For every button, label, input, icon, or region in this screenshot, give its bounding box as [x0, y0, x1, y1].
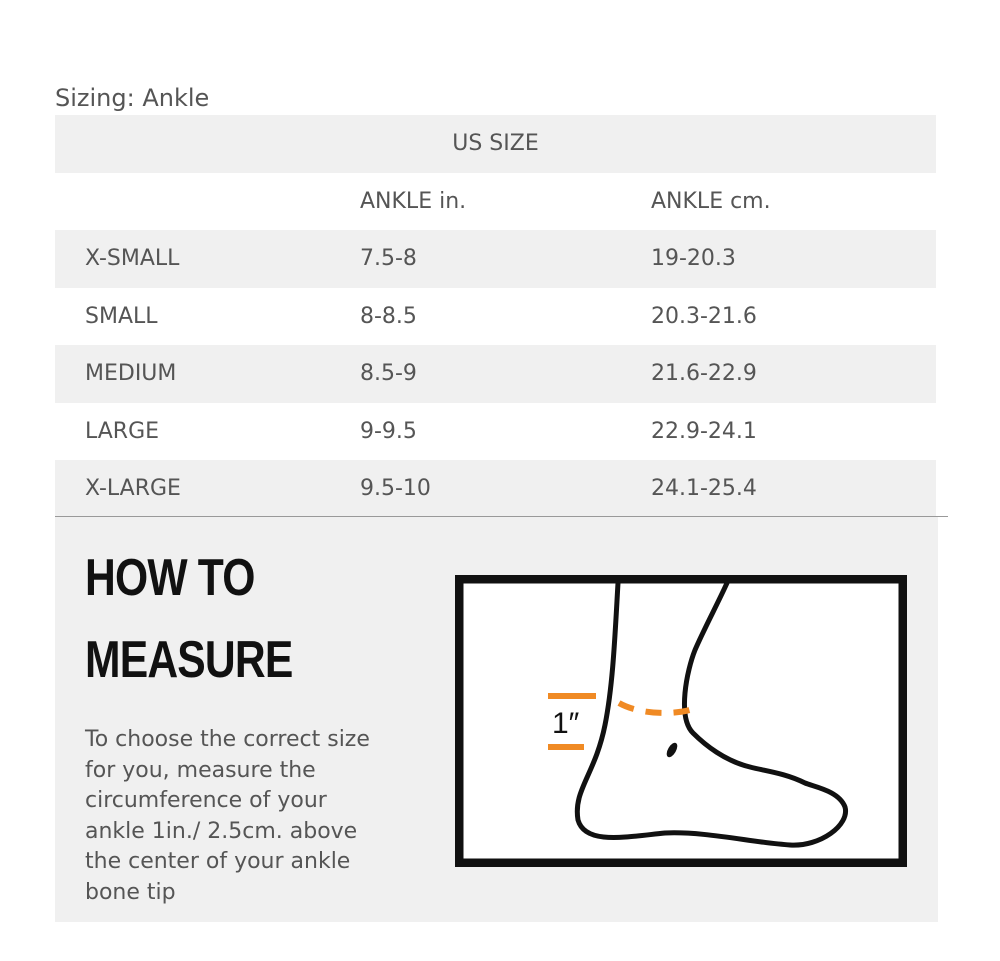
table-row [55, 230, 936, 288]
table-row [55, 460, 936, 518]
table-row [55, 288, 936, 346]
one-inch-label: 1″ [552, 707, 580, 740]
size-cell: X-LARGE [85, 476, 181, 502]
size-cell: X-SMALL [85, 246, 180, 272]
cm-cell: 22.9-24.1 [651, 418, 757, 444]
column-header-in: ANKLE in. [360, 188, 467, 214]
size-cell: LARGE [85, 418, 160, 444]
size-cell: MEDIUM [85, 361, 177, 387]
how-to-heading [85, 537, 292, 701]
cm-cell: 20.3-21.6 [651, 303, 757, 329]
inch-cell: 8-8.5 [360, 303, 417, 329]
heading-line-1: HOW TO [85, 549, 255, 607]
cm-cell: 24.1-25.4 [651, 476, 757, 502]
table-header-row [55, 115, 936, 173]
table-row [55, 403, 936, 461]
ankle-measure-diagram [455, 575, 907, 867]
page-title: Sizing: Ankle [55, 84, 210, 112]
cm-cell: 21.6-22.9 [651, 361, 757, 387]
inch-cell: 9.5-10 [360, 476, 431, 502]
inch-cell: 9-9.5 [360, 418, 417, 444]
us-size-header: US SIZE [452, 131, 539, 157]
size-cell: SMALL [85, 303, 158, 329]
inch-cell: 7.5-8 [360, 246, 417, 272]
heading-line-2: MEASURE [85, 631, 293, 689]
column-header-row [55, 173, 936, 231]
column-header-cm: ANKLE cm. [651, 188, 771, 214]
how-to-measure-panel [55, 517, 938, 922]
how-to-text: To choose the correct size for you, measure the circumference of your ankle 1in./ 2.5cm. above the center of your ankle bone tip [85, 727, 370, 905]
size-table [55, 115, 936, 518]
inch-cell: 8.5-9 [360, 361, 417, 387]
cm-cell: 19-20.3 [651, 246, 736, 272]
table-row [55, 345, 936, 403]
